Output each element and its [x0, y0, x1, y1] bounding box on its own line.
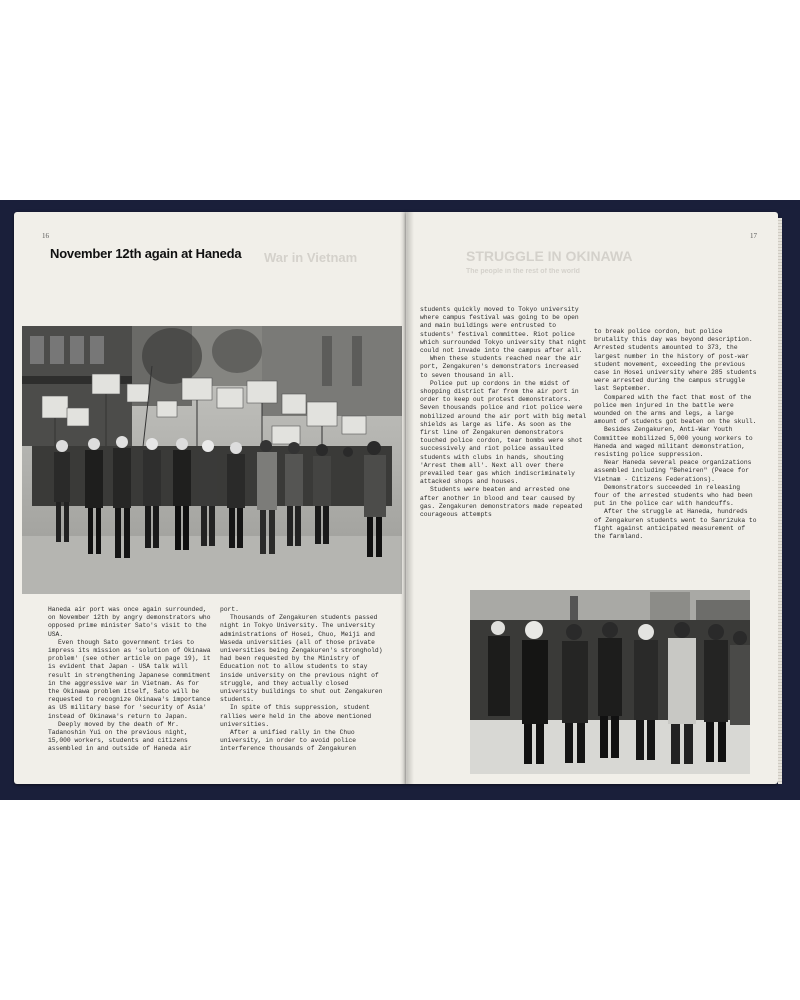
paragraph: After the struggle at Haneda, hundreds of Zengakuren students went to Sanrizuka to fight against anticipated measurement of the farmland.: [594, 508, 757, 541]
show-through-heading: War in Vietnam: [264, 250, 358, 265]
paragraph: Near Haneda several peace organizations assembled including "Beheiren" (Peace for Vietnam - Citizens Federations).: [594, 459, 752, 483]
page-number-left: 16: [42, 232, 49, 240]
left-column-1: [48, 606, 212, 754]
show-through-heading: STRUGGLE IN OKINAWA: [466, 248, 633, 264]
paragraph: students quickly moved to Tokyo university where campus festival was going to be open and main buildings were entrusted to students' festival committee. Riot police which surrounded Tokyo university that night could not invade into the campus after all.: [420, 306, 587, 355]
right-column-1: [420, 306, 588, 519]
paragraph: When these students reached near the air port, Zengakuren's demonstrators increased to seven thousand in all.: [420, 355, 582, 379]
paragraph: Deeply moved by the death of Mr. Tadanoshin Yui on the previous night, 15,000 workers, students and citizens assembled in and outside of Haneda air: [48, 720, 192, 753]
left-column-2: [220, 606, 384, 754]
paragraph: Students were beaten and arrested one after another in blood and tear caused by gas. Zengakuren demonstrators made repeated courageous attempts: [420, 486, 583, 519]
page-edges: [778, 218, 782, 784]
paragraph: In spite of this suppression, student rallies were held in the above mentioned universities.: [220, 704, 372, 728]
open-magazine: [14, 212, 782, 790]
paragraph: Even though Sato government tries to impress its mission as 'solution of Okinawa problem' (see other article on page 19), it is evident that Japan - USA talk will result in strengthening Japanese commitment in the aggressive war in Vietnam. As for the Okinawa problem itself, Sato will be requested to recognize Okinawa's importance as US military base for 'security of Asia' instead of Okinawa's return to Japan.: [48, 638, 211, 720]
paragraph: port.: [220, 606, 239, 613]
page-number-right: 17: [750, 232, 757, 240]
paragraph: After a unified rally in the Chuo university, in order to avoid police interference thousands of Zengakuren: [220, 729, 357, 753]
police-line-photo: [470, 590, 750, 774]
right-page: [406, 212, 778, 784]
paragraph: to break police cordon, but police brutality this day was beyond description. Arrested students amounted to 373, the largest number in the history of post-war student movement, exceeding the previous case in Hosei university where 285 students were arrested during the campus struggle last September.: [594, 328, 757, 393]
article-title: November 12th again at Haneda: [50, 246, 242, 261]
paragraph: Compared with the fact that most of the police men injured in the battle were wounded on the arms and legs, a large amount of students got beaten on the skull.: [594, 393, 757, 426]
paragraph: Thousands of Zengakuren students passed night in Tokyo University. The university administrations of Hosei, Chuo, Meiji and Waseda universities (all of those private universities being Zengakuren's stronghold) had been requested by the Ministry of Education not to allow students to stay inside university on the previous night of struggle, and they actually closed university buildings to shut out Zengakuren students.: [220, 614, 383, 704]
show-through-subheading: The people in the rest of the world: [466, 268, 580, 275]
left-page: [14, 212, 406, 784]
paragraph: Besides Zengakuren, Anti-War Youth Committee mobilized 5,000 young workers to Haneda and waged militant demonstration, resisting police suppression.: [594, 426, 753, 459]
paragraph: Haneda air port was once again surrounded, on November 12th by angry demonstrators who opposed prime minister Sato's visit to the USA.: [48, 606, 211, 638]
protest-march-photo: [22, 326, 402, 594]
paragraph: Police put up cordons in the midst of shopping district far from the air port in order to keep out protest demonstrators. Seven thousands police and riot police were mobilized around the air port with big metal shields as large as life. As soon as the first line of Zengakuren demonstrators touched police cordon, tear bombs were shot successively and riot police assaulted students with clubs in hands, shouting 'Arrest them all'. Next all over there prevailed tear gas which indiscriminately attacked shops and houses.: [420, 379, 587, 486]
book-gutter: [400, 212, 414, 784]
right-column-2: [594, 328, 758, 541]
paragraph: Demonstrators succeeded in releasing four of the arrested students who had been put in the police car with handcuffs.: [594, 483, 753, 508]
